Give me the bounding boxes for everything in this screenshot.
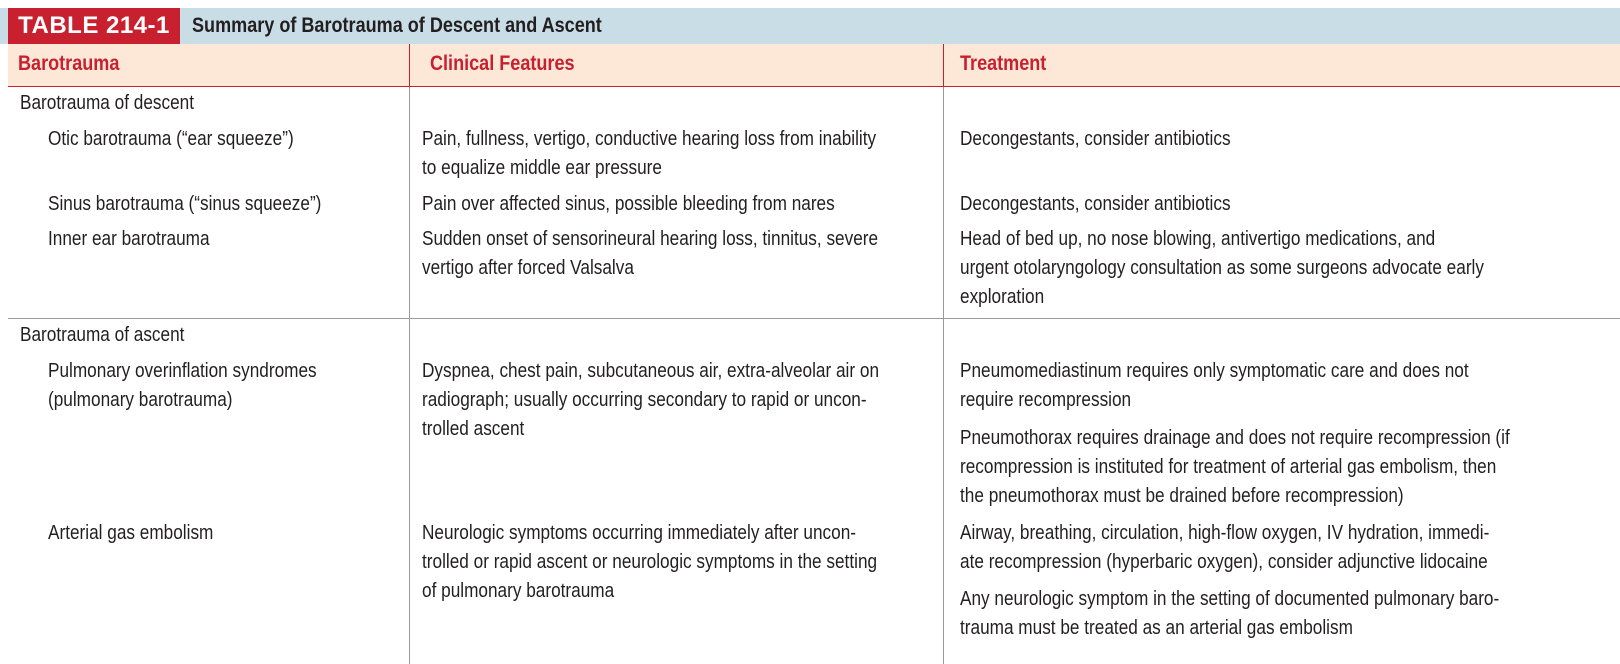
table-number-badge: TABLE 214-1 [8, 8, 180, 44]
row-treatment: Any neurologic symptom in the setting of documented pulmonary baro- [960, 588, 1500, 610]
column-header-barotrauma: Barotrauma [18, 52, 120, 75]
row-features: Pain over affected sinus, possible bleeding from nares [422, 193, 835, 215]
row-treatment: exploration [960, 286, 1045, 308]
column-divider [409, 87, 410, 664]
row-features: radiograph; usually occurring secondary to rapid or uncon- [422, 389, 867, 411]
row-treatment: recompression is instituted for treatment of arterial gas embolism, then [960, 456, 1497, 478]
row-treatment: urgent otolaryngology consultation as some surgeons advocate early [960, 257, 1484, 279]
row-features: of pulmonary barotrauma [422, 580, 615, 602]
section-divider [8, 318, 1620, 319]
row-name: Inner ear barotrauma [48, 228, 210, 250]
row-name: Pulmonary overinflation syndromes [48, 360, 317, 382]
row-treatment: Pneumomediastinum requires only symptomatic care and does not [960, 360, 1469, 382]
row-treatment: trauma must be treated as an arterial gas embolism [960, 617, 1353, 639]
header-divider [943, 44, 944, 86]
row-treatment: ate recompression (hyperbaric oxygen), consider adjunctive lidocaine [960, 551, 1488, 573]
row-name: Arterial gas embolism [48, 522, 214, 544]
row-name: (pulmonary barotrauma) [48, 389, 233, 411]
row-features: to equalize middle ear pressure [422, 157, 662, 179]
column-header-clinical-features: Clinical Features [430, 52, 575, 75]
row-features: Dyspnea, chest pain, subcutaneous air, extra-alveolar air on [422, 360, 880, 382]
row-features: Pain, fullness, vertigo, conductive hearing loss from inability [422, 128, 877, 150]
table-title: Summary of Barotrauma of Descent and Ascent [192, 14, 602, 37]
row-name: Otic barotrauma (“ear squeeze”) [48, 128, 294, 150]
row-treatment: require recompression [960, 389, 1132, 411]
row-features: trolled ascent [422, 418, 525, 440]
column-header-treatment: Treatment [960, 52, 1047, 75]
row-treatment: Airway, breathing, circulation, high-flow oxygen, IV hydration, immedi- [960, 522, 1490, 544]
row-features: vertigo after forced Valsalva [422, 257, 634, 279]
row-treatment: Pneumothorax requires drainage and does not require recompression (if [960, 427, 1510, 449]
row-treatment: Decongestants, consider antibiotics [960, 193, 1231, 215]
table-title-bar [0, 8, 1620, 44]
row-features: Neurologic symptoms occurring immediately after uncon- [422, 522, 856, 544]
column-header-row [8, 44, 1620, 87]
row-treatment: Head of bed up, no nose blowing, antivertigo medications, and [960, 228, 1436, 250]
section-heading-descent: Barotrauma of descent [20, 92, 195, 114]
row-features: trolled or rapid ascent or neurologic symptoms in the setting [422, 551, 878, 573]
column-divider [943, 87, 944, 664]
header-divider [409, 44, 410, 86]
row-treatment: Decongestants, consider antibiotics [960, 128, 1231, 150]
row-name: Sinus barotrauma (“sinus squeeze”) [48, 193, 322, 215]
row-features: Sudden onset of sensorineural hearing loss, tinnitus, severe [422, 228, 879, 250]
section-heading-ascent: Barotrauma of ascent [20, 324, 185, 346]
row-treatment: the pneumothorax must be drained before recompression) [960, 485, 1404, 507]
